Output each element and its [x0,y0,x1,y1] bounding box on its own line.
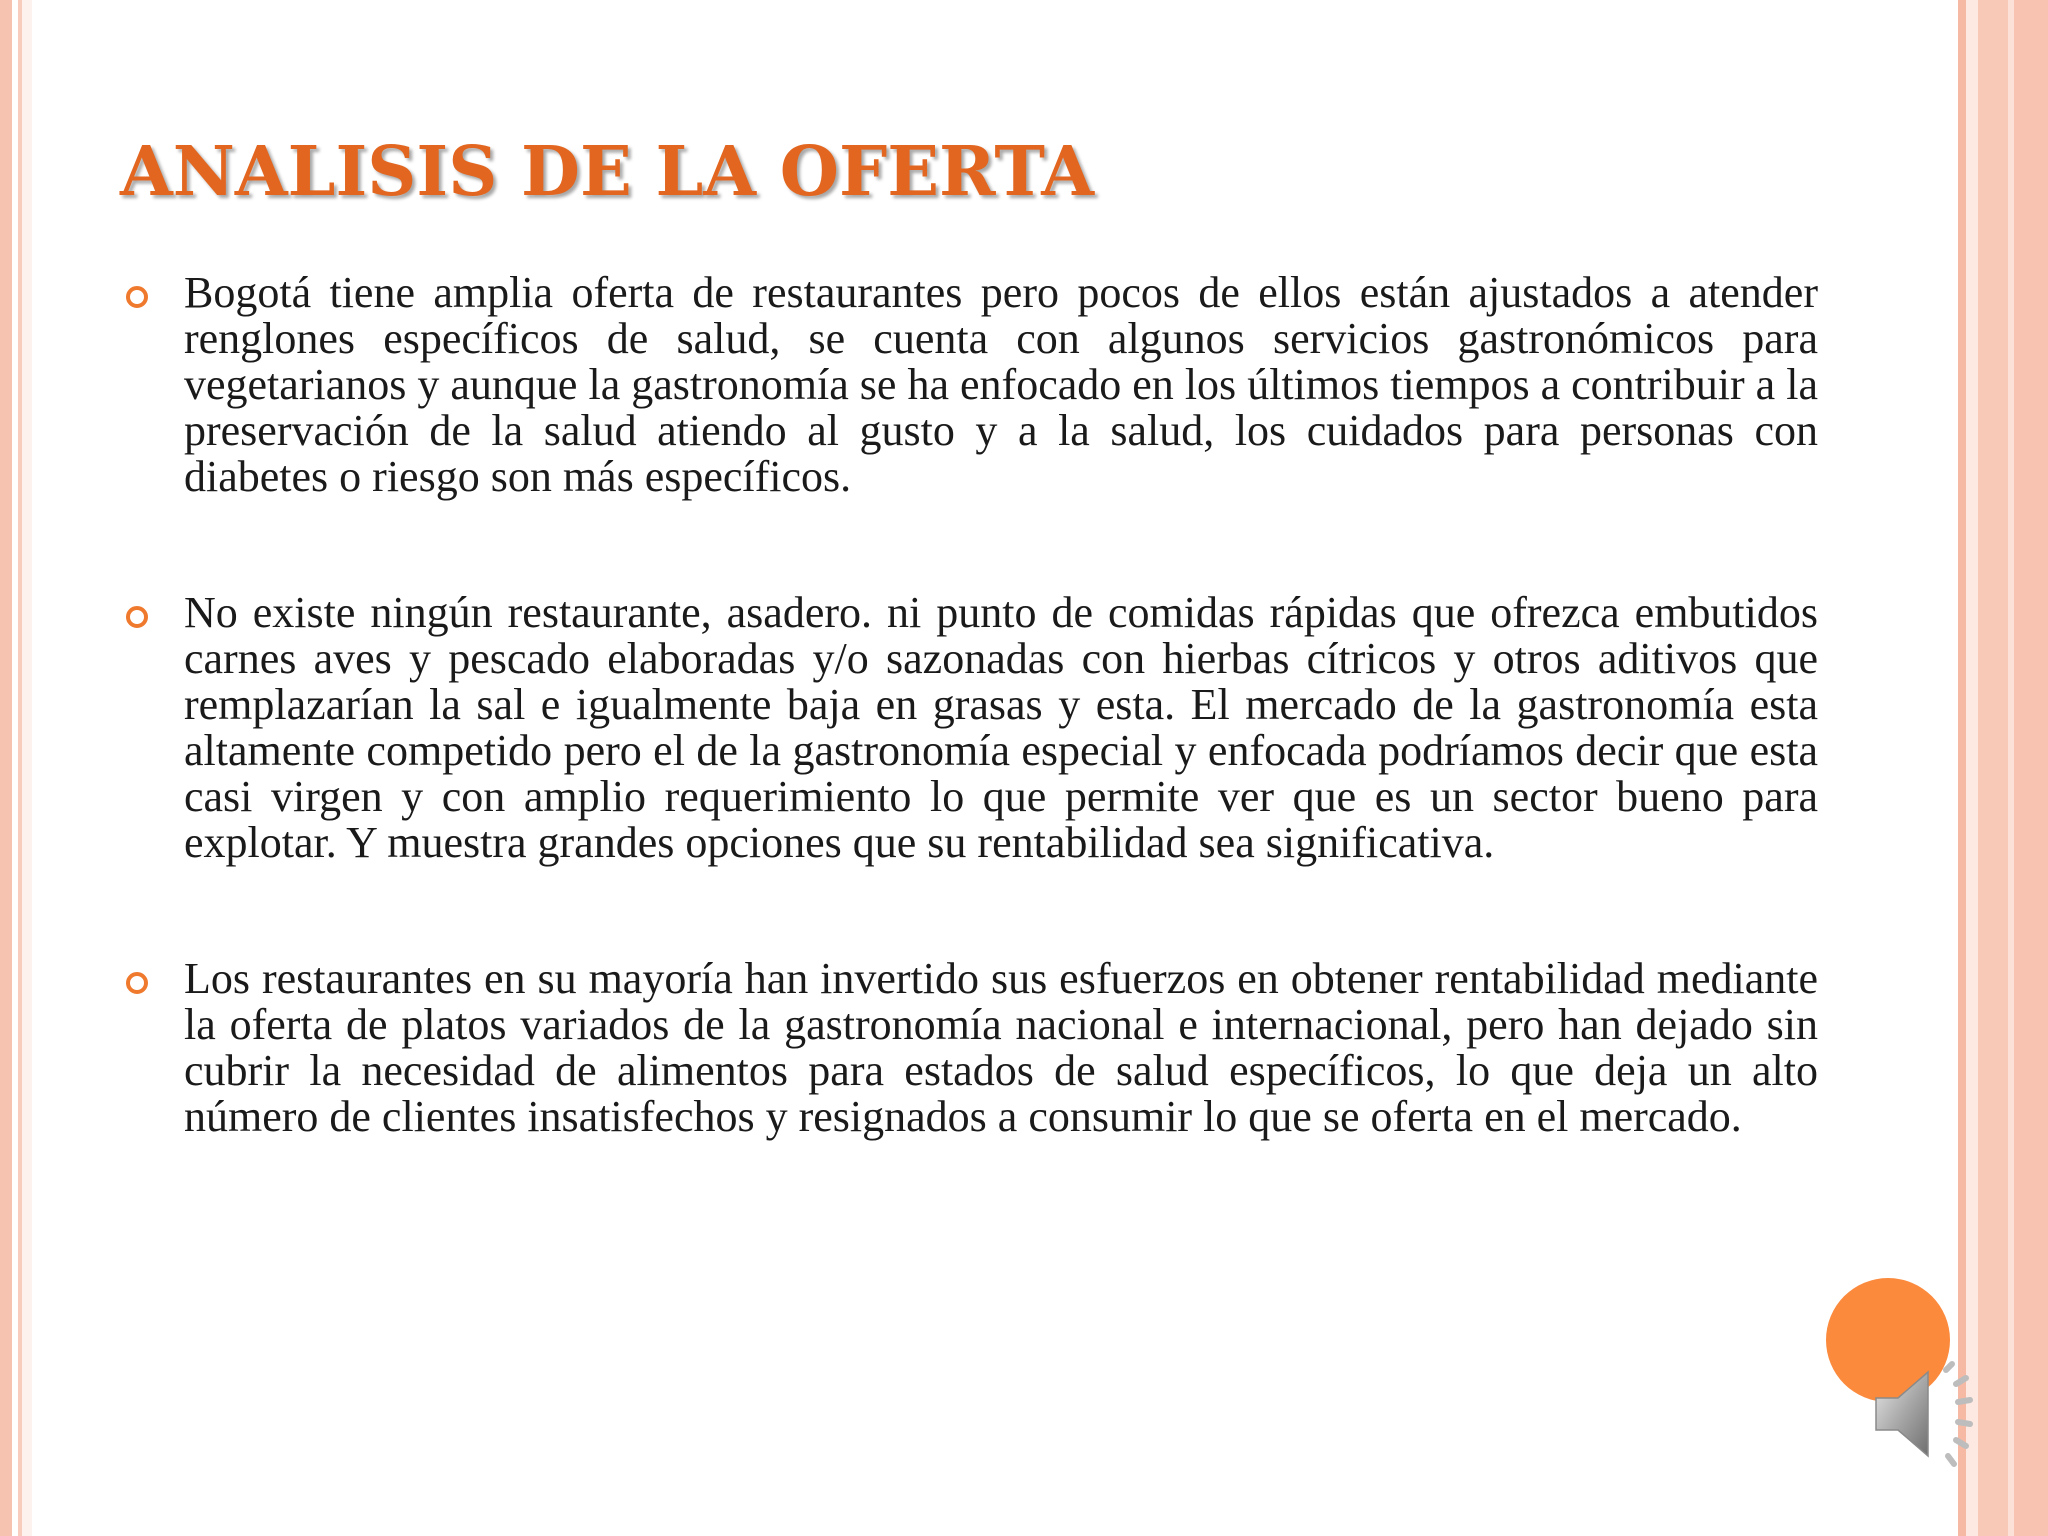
bullet-ring-icon [126,972,148,994]
bullet-text: Los restaurantes en su mayoría han invertido sus esfuerzos en obtener rentabilidad mediante la oferta de platos variados de la gastronomía nacional e internacional, pero han dejado sin cubrir la necesidad de alimentos para estados de salud específicos, lo que deja un alto número de clientes insatisfechos y resignados a consumir lo que se oferta en el mercado. [184,954,1818,1141]
bullet-ring-icon [126,606,148,628]
right-border-stripe-2 [1966,0,1978,1536]
left-border-stripe [0,0,12,1536]
bullet-text: No existe ningún restaurante, asadero. ni punto de comidas rápidas que ofrezca embutidos carnes aves y pescado elaboradas y/o sazonadas con hierbas cítricos y otros aditivos que remplazarían la sal e igualmente baja en grasas y esta. El mercado de la gastronomía esta altamente competido pero el de la gastronomía especial y enfocada podríamos decir que esta casi virgen y con amplio requerimiento lo que permite ver que es un sector bueno para explotar. Y muestra grandes opciones que su rentabilidad sea significativa. [184,588,1818,867]
bullet-ring-icon [126,286,148,308]
right-border-stripe-5 [2014,0,2048,1536]
bullet-item [122,270,1818,500]
bullet-item [122,590,1818,866]
slide-title: ANALISIS DE LA OFERTA [120,132,1095,212]
left-border-fill [22,0,32,1536]
speaker-icon[interactable] [1858,1344,1998,1484]
bullet-text: Bogotá tiene amplia oferta de restaurantes pero pocos de ellos están ajustados a atender renglones específicos de salud, se cuenta con algunos servicios gastronómicos para vegetarianos y aunque la gastronomía se ha enfocado en los últimos tiempos a contribuir a la preservación de la salud atiendo al gusto y a la salud, los cuidados para personas con diabetes o riesgo son más específicos. [184,268,1818,501]
bullet-list [122,270,1818,1140]
right-border-stripe-3 [1978,0,2008,1536]
right-border-stripe-1 [1958,0,1966,1536]
bullet-item [122,956,1818,1140]
